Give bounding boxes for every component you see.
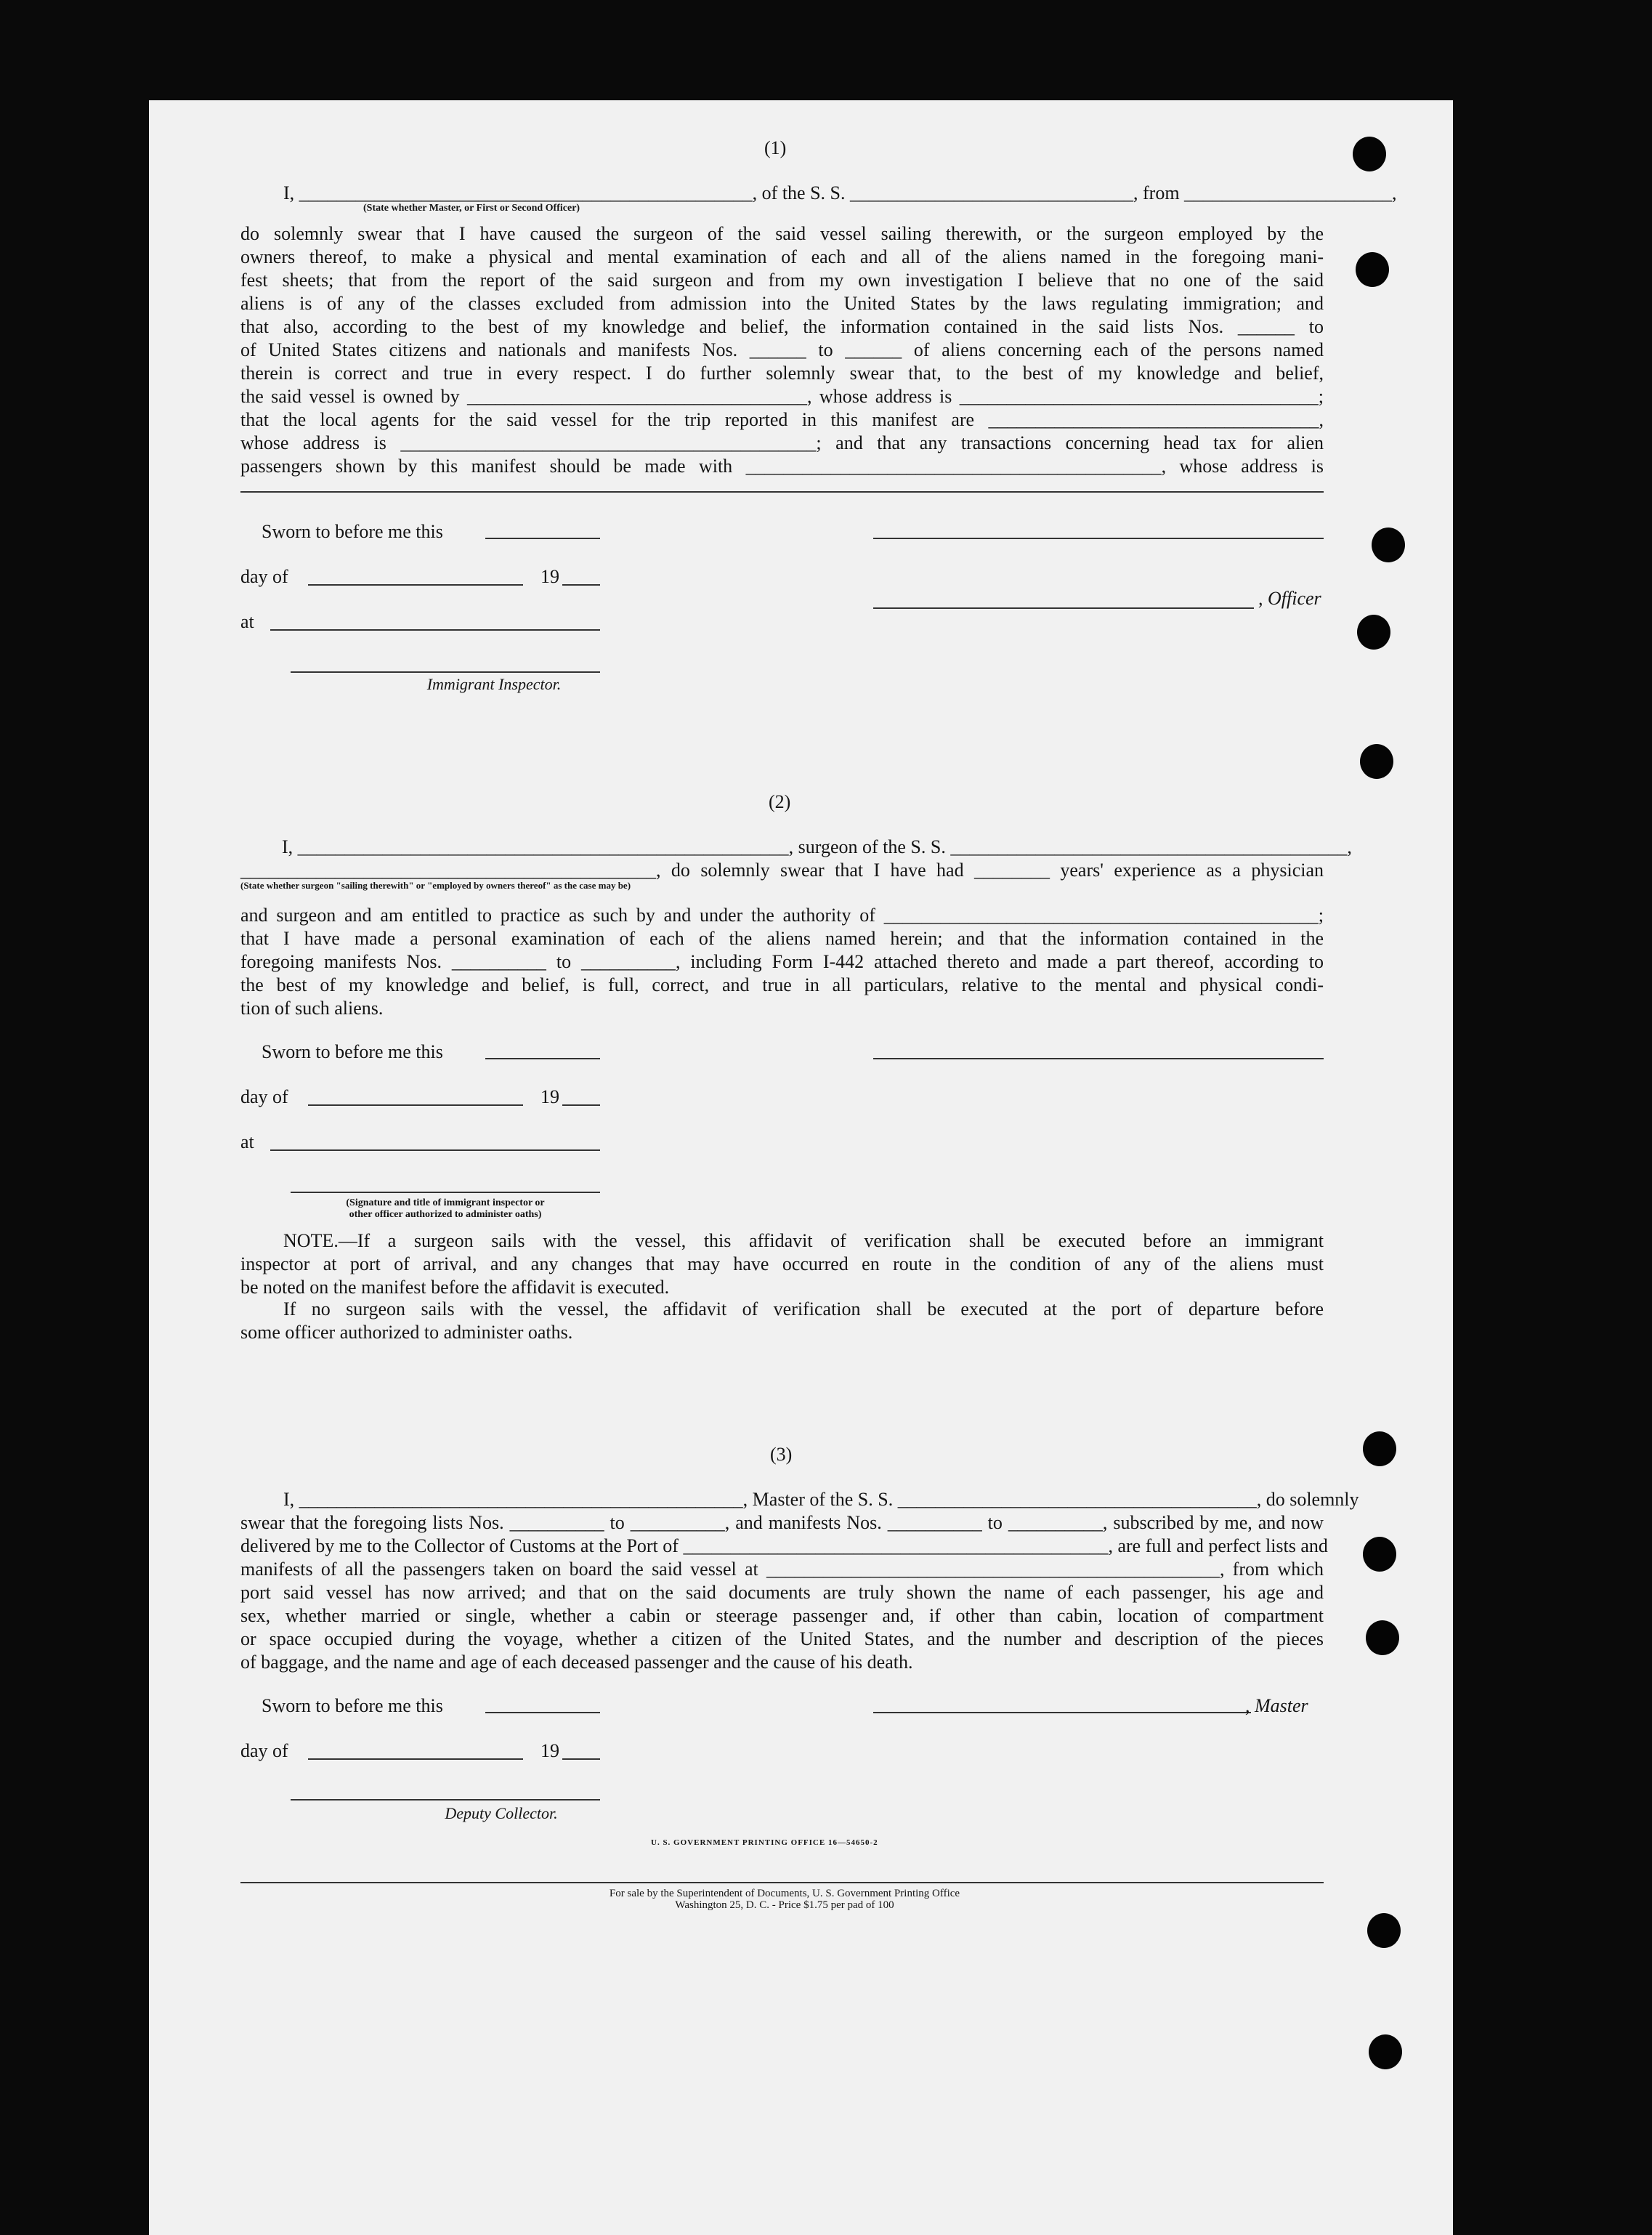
signature-title-note-2: other officer authorized to administer oaths) [349, 1209, 542, 1220]
address-blank-line [240, 491, 1324, 493]
day-blank-line [308, 1758, 523, 1760]
section-2-number: (2) [769, 791, 791, 812]
sworn-date-line [485, 1058, 600, 1059]
deputy-collector-label: Deputy Collector. [445, 1804, 558, 1822]
punch-hole [1357, 615, 1390, 650]
punch-hole [1363, 1431, 1396, 1466]
punch-hole [1369, 2034, 1402, 2069]
punch-hole [1353, 137, 1386, 171]
punch-hole [1366, 1620, 1399, 1655]
at-blank-line [270, 1149, 600, 1151]
section-2-at-label: at [240, 1131, 254, 1152]
sworn-date-line [485, 538, 600, 539]
section-1-officer-note: (State whether Master, or First or Second Officer) [363, 203, 580, 214]
master-signature-line [873, 1712, 1251, 1713]
officer-title-line [873, 607, 1254, 609]
section-3-number: (3) [770, 1444, 793, 1465]
punch-hole [1360, 744, 1393, 779]
section-1-day-label: day of [240, 566, 288, 587]
signature-title-note-1: (Signature and title of immigrant inspector or [346, 1197, 545, 1208]
year-blank-line [562, 1104, 600, 1106]
year-blank-line [562, 584, 600, 586]
sale-notice-line-1: For sale by the Superintendent of Documents, U. S. Government Printing Office [609, 1888, 960, 1899]
section-1-year-label: 19 [540, 566, 559, 587]
master-label: , Master [1245, 1695, 1308, 1716]
year-blank-line [562, 1758, 600, 1760]
inspector-signature-line [291, 1192, 600, 1193]
punch-hole [1367, 1913, 1401, 1948]
punch-hole [1372, 528, 1405, 562]
section-2-experience-line: ____________________________________________, do solemnly swear that I have had ________ years' experience as a physician [240, 860, 1324, 881]
day-blank-line [308, 1104, 523, 1106]
section-3-year-label: 19 [540, 1740, 559, 1761]
punch-hole [1356, 252, 1389, 287]
section-2-oath-line: I, ____________________________________________________, surgeon of the S. S. __________________________________________, [282, 836, 1352, 857]
section-1-number: (1) [764, 137, 787, 158]
footer-rule [240, 1882, 1324, 1883]
day-blank-line [308, 584, 523, 586]
section-2-day-label: day of [240, 1086, 288, 1107]
section-1-sworn-label: Sworn to before me this [262, 521, 443, 542]
section-2-sworn-label: Sworn to before me this [262, 1041, 443, 1062]
surgeon-signature-line [873, 1058, 1324, 1059]
immigrant-inspector-label: Immigrant Inspector. [426, 675, 562, 693]
sale-notice-line-2: Washington 25, D. C. - Price $1.75 per pad of 100 [675, 1899, 894, 1911]
section-1-at-label: at [240, 611, 254, 632]
section-2-year-label: 19 [540, 1086, 559, 1107]
section-3-day-label: day of [240, 1740, 288, 1761]
printing-office-imprint: U. S. GOVERNMENT PRINTING OFFICE 16—54650-2 [651, 1838, 878, 1847]
sworn-date-line [485, 1712, 600, 1713]
section-2-surgeon-note: (State whether surgeon "sailing therewith" or "employed by owners thereof" as the case may be) [240, 880, 631, 891]
section-1-oath-line: I, ________________________________________________, of the S. S. ______________________________, from ______________________, [283, 182, 1397, 203]
at-blank-line [270, 629, 600, 631]
officer-label: , Officer [1258, 588, 1321, 609]
officer-signature-line [873, 538, 1324, 539]
punch-hole [1363, 1537, 1396, 1572]
collector-signature-line [291, 1799, 600, 1800]
section-3-sworn-label: Sworn to before me this [262, 1695, 443, 1716]
